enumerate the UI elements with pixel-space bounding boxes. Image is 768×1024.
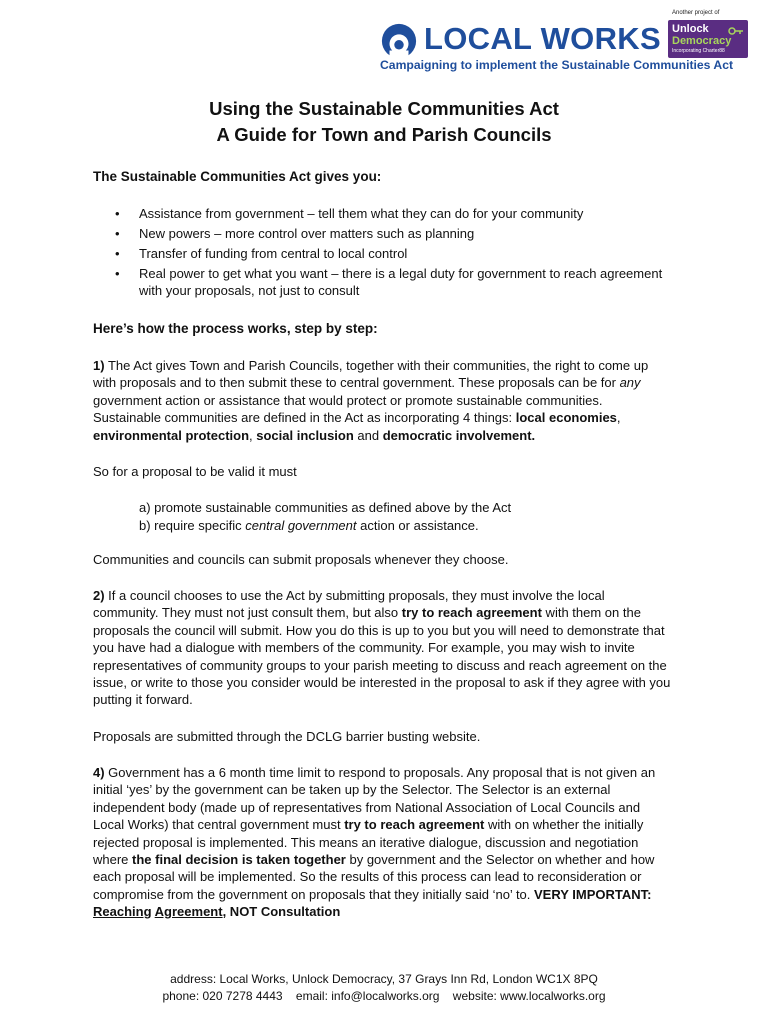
- step-1-paragraph: 1) The Act gives Town and Parish Councils, together with their communities, the right to come up with proposals and to then submit these to central government. These proposals can be for any government action or assistance that would protect or promote sustainable communities. Sustainable communities are defined in the Act as incorporating 4 things: local economies, environmental protection, social inclusion and democratic involvement.: [93, 358, 649, 443]
- unlock-word: Unlock: [672, 23, 709, 35]
- bullet-icon: •: [115, 246, 120, 261]
- list-item: • Real power to get what you want – there is a legal duty for government to reach agreement with your proposals, not just to consult: [115, 266, 663, 299]
- section-heading-process: Here’s how the process works, step by step:: [93, 321, 378, 336]
- tagline: Campaigning to implement the Sustainable Communities Act: [380, 58, 734, 72]
- section-heading-gives-you: The Sustainable Communities Act gives you:: [93, 169, 382, 184]
- footer-contact: phone: 020 7278 4443 email: info@localworks.org website: www.localworks.org: [162, 989, 606, 1003]
- list-item: • Transfer of funding from central to local control: [115, 246, 408, 261]
- bullet-icon: •: [115, 226, 120, 241]
- democracy-word: Democracy: [672, 35, 732, 47]
- dclg-line: Proposals are submitted through the DCLG barrier busting website.: [93, 729, 481, 744]
- valid-criterion-a: a) promote sustainable communities as defined above by the Act: [139, 500, 512, 515]
- unlock-subtitle: Incorporating Charter88: [672, 48, 725, 54]
- local-works-logo-icon: [380, 22, 418, 60]
- bullet-icon: •: [115, 206, 120, 221]
- list-item: • Assistance from government – tell them what they can do for your community: [115, 206, 584, 221]
- communities-line: Communities and councils can submit proposals whenever they choose.: [93, 552, 509, 567]
- benefits-list: [93, 205, 673, 302]
- step-2-paragraph: 2) If a council chooses to use the Act by submitting proposals, they must involve the local community. They must not just consult them, but also try to reach agreement with them on the proposals the council will submit. How you do this is up to you but you will need to demonstrate that you have had a dialogue with members of the community. For example, you may wish to invite representatives of community groups to your parish meeting to discuss and reach agreement on the issue, or write to those you consider would be interested in the proposal to ask if they agree with you putting it forward.: [93, 588, 671, 708]
- another-project-label: Another project of: [672, 10, 720, 16]
- valid-intro: So for a proposal to be valid it must: [93, 464, 297, 479]
- bullet-icon: •: [115, 266, 120, 281]
- unlock-democracy-logo: [668, 10, 750, 58]
- logo-text: LOCAL WORKS: [424, 21, 661, 56]
- step-4-paragraph: 4) Government has a 6 month time limit to respond to proposals. Any proposal that is not given an initial ‘yes’ by the government can be taken up by the Selector. The Selector is an external independent body (made up of representatives from National Association of Local Councils and Local Works) that central government must try to reach agreement with on whether the initially rejected proposal is implemented. This means an iterative dialogue, discussion and negotiation where the final decision is taken together by government and the Selector on whether and how each proposal will be implemented. So the results of this process can lead to reconsideration or compromise from the government on proposals that they initially said ‘no’ to. VERY IMPORTANT: Reaching Agreement, NOT Consultation: [93, 765, 656, 920]
- page-title: Using the Sustainable Communities Act: [209, 98, 559, 119]
- unlock-badge: [668, 20, 748, 58]
- footer-address: address: Local Works, Unlock Democracy, 37 Grays Inn Rd, London WC1X 8PQ: [170, 972, 598, 986]
- page-subtitle: A Guide for Town and Parish Councils: [216, 124, 552, 145]
- list-item: • New powers – more control over matters such as planning: [115, 226, 475, 241]
- valid-criterion-b: b) require specific central government action or assistance.: [139, 518, 479, 533]
- key-icon: [728, 26, 744, 36]
